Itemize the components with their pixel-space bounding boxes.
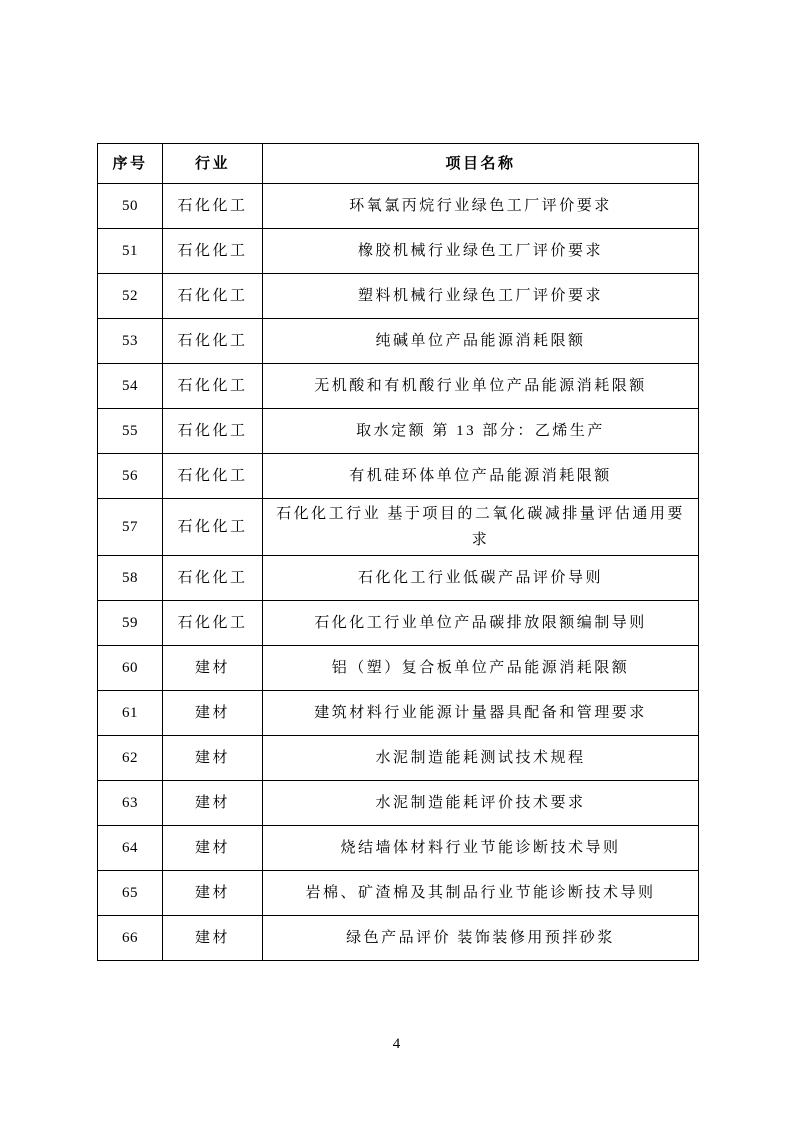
table-row bbox=[98, 556, 699, 601]
cell-serial-number: 52 bbox=[98, 274, 163, 319]
table-row bbox=[98, 736, 699, 781]
cell-industry: 建材 bbox=[163, 826, 263, 871]
cell-serial-number: 65 bbox=[98, 871, 163, 916]
cell-project-name: 烧结墙体材料行业节能诊断技术导则 bbox=[263, 826, 699, 871]
cell-serial-number: 66 bbox=[98, 916, 163, 961]
cell-project-name: 环氧氯丙烷行业绿色工厂评价要求 bbox=[263, 184, 699, 229]
table-body bbox=[98, 184, 699, 961]
cell-serial-number: 60 bbox=[98, 646, 163, 691]
cell-industry: 石化化工 bbox=[163, 601, 263, 646]
table-row bbox=[98, 646, 699, 691]
cell-project-name: 纯碱单位产品能源消耗限额 bbox=[263, 319, 699, 364]
table-header-row bbox=[98, 144, 699, 184]
cell-project-name: 建筑材料行业能源计量器具配备和管理要求 bbox=[263, 691, 699, 736]
cell-serial-number: 64 bbox=[98, 826, 163, 871]
table-row bbox=[98, 871, 699, 916]
cell-serial-number: 58 bbox=[98, 556, 163, 601]
table-row bbox=[98, 364, 699, 409]
cell-industry: 石化化工 bbox=[163, 499, 263, 556]
standards-table bbox=[97, 143, 699, 961]
cell-project-name: 岩棉、矿渣棉及其制品行业节能诊断技术导则 bbox=[263, 871, 699, 916]
cell-industry: 石化化工 bbox=[163, 184, 263, 229]
table-row bbox=[98, 691, 699, 736]
cell-project-name: 有机硅环体单位产品能源消耗限额 bbox=[263, 454, 699, 499]
cell-industry: 石化化工 bbox=[163, 229, 263, 274]
cell-industry: 石化化工 bbox=[163, 409, 263, 454]
cell-serial-number: 59 bbox=[98, 601, 163, 646]
page-number: 4 bbox=[392, 1036, 401, 1052]
cell-project-name: 绿色产品评价 装饰装修用预拌砂浆 bbox=[263, 916, 699, 961]
cell-industry: 建材 bbox=[163, 691, 263, 736]
cell-project-name: 铝（塑）复合板单位产品能源消耗限额 bbox=[263, 646, 699, 691]
cell-project-name: 水泥制造能耗测试技术规程 bbox=[263, 736, 699, 781]
cell-industry: 建材 bbox=[163, 781, 263, 826]
header-project-name: 项目名称 bbox=[263, 144, 699, 184]
cell-project-name: 塑料机械行业绿色工厂评价要求 bbox=[263, 274, 699, 319]
cell-serial-number: 54 bbox=[98, 364, 163, 409]
cell-industry: 建材 bbox=[163, 646, 263, 691]
cell-serial-number: 63 bbox=[98, 781, 163, 826]
cell-industry: 建材 bbox=[163, 916, 263, 961]
table-row bbox=[98, 499, 699, 556]
cell-serial-number: 57 bbox=[98, 499, 163, 556]
table-row bbox=[98, 826, 699, 871]
table-row bbox=[98, 229, 699, 274]
cell-serial-number: 61 bbox=[98, 691, 163, 736]
cell-project-name: 水泥制造能耗评价技术要求 bbox=[263, 781, 699, 826]
cell-industry: 石化化工 bbox=[163, 556, 263, 601]
cell-serial-number: 50 bbox=[98, 184, 163, 229]
table-row bbox=[98, 454, 699, 499]
cell-industry: 石化化工 bbox=[163, 364, 263, 409]
cell-project-name: 无机酸和有机酸行业单位产品能源消耗限额 bbox=[263, 364, 699, 409]
cell-serial-number: 55 bbox=[98, 409, 163, 454]
table-head bbox=[98, 144, 699, 184]
table-row bbox=[98, 601, 699, 646]
header-industry: 行业 bbox=[163, 144, 263, 184]
cell-project-name: 石化化工行业 基于项目的二氧化碳减排量评估通用要求 bbox=[263, 499, 699, 556]
cell-project-name: 橡胶机械行业绿色工厂评价要求 bbox=[263, 229, 699, 274]
cell-industry: 石化化工 bbox=[163, 274, 263, 319]
table-row bbox=[98, 916, 699, 961]
cell-serial-number: 62 bbox=[98, 736, 163, 781]
cell-industry: 石化化工 bbox=[163, 319, 263, 364]
cell-project-name: 石化化工行业单位产品碳排放限额编制导则 bbox=[263, 601, 699, 646]
table-row bbox=[98, 184, 699, 229]
header-serial-number: 序号 bbox=[98, 144, 163, 184]
cell-serial-number: 53 bbox=[98, 319, 163, 364]
table-row bbox=[98, 319, 699, 364]
cell-serial-number: 56 bbox=[98, 454, 163, 499]
cell-industry: 建材 bbox=[163, 871, 263, 916]
cell-project-name: 石化化工行业低碳产品评价导则 bbox=[263, 556, 699, 601]
cell-serial-number: 51 bbox=[98, 229, 163, 274]
cell-industry: 石化化工 bbox=[163, 454, 263, 499]
table-row bbox=[98, 409, 699, 454]
cell-industry: 建材 bbox=[163, 736, 263, 781]
cell-project-name: 取水定额 第 13 部分：乙烯生产 bbox=[263, 409, 699, 454]
table-row bbox=[98, 274, 699, 319]
table-row bbox=[98, 781, 699, 826]
